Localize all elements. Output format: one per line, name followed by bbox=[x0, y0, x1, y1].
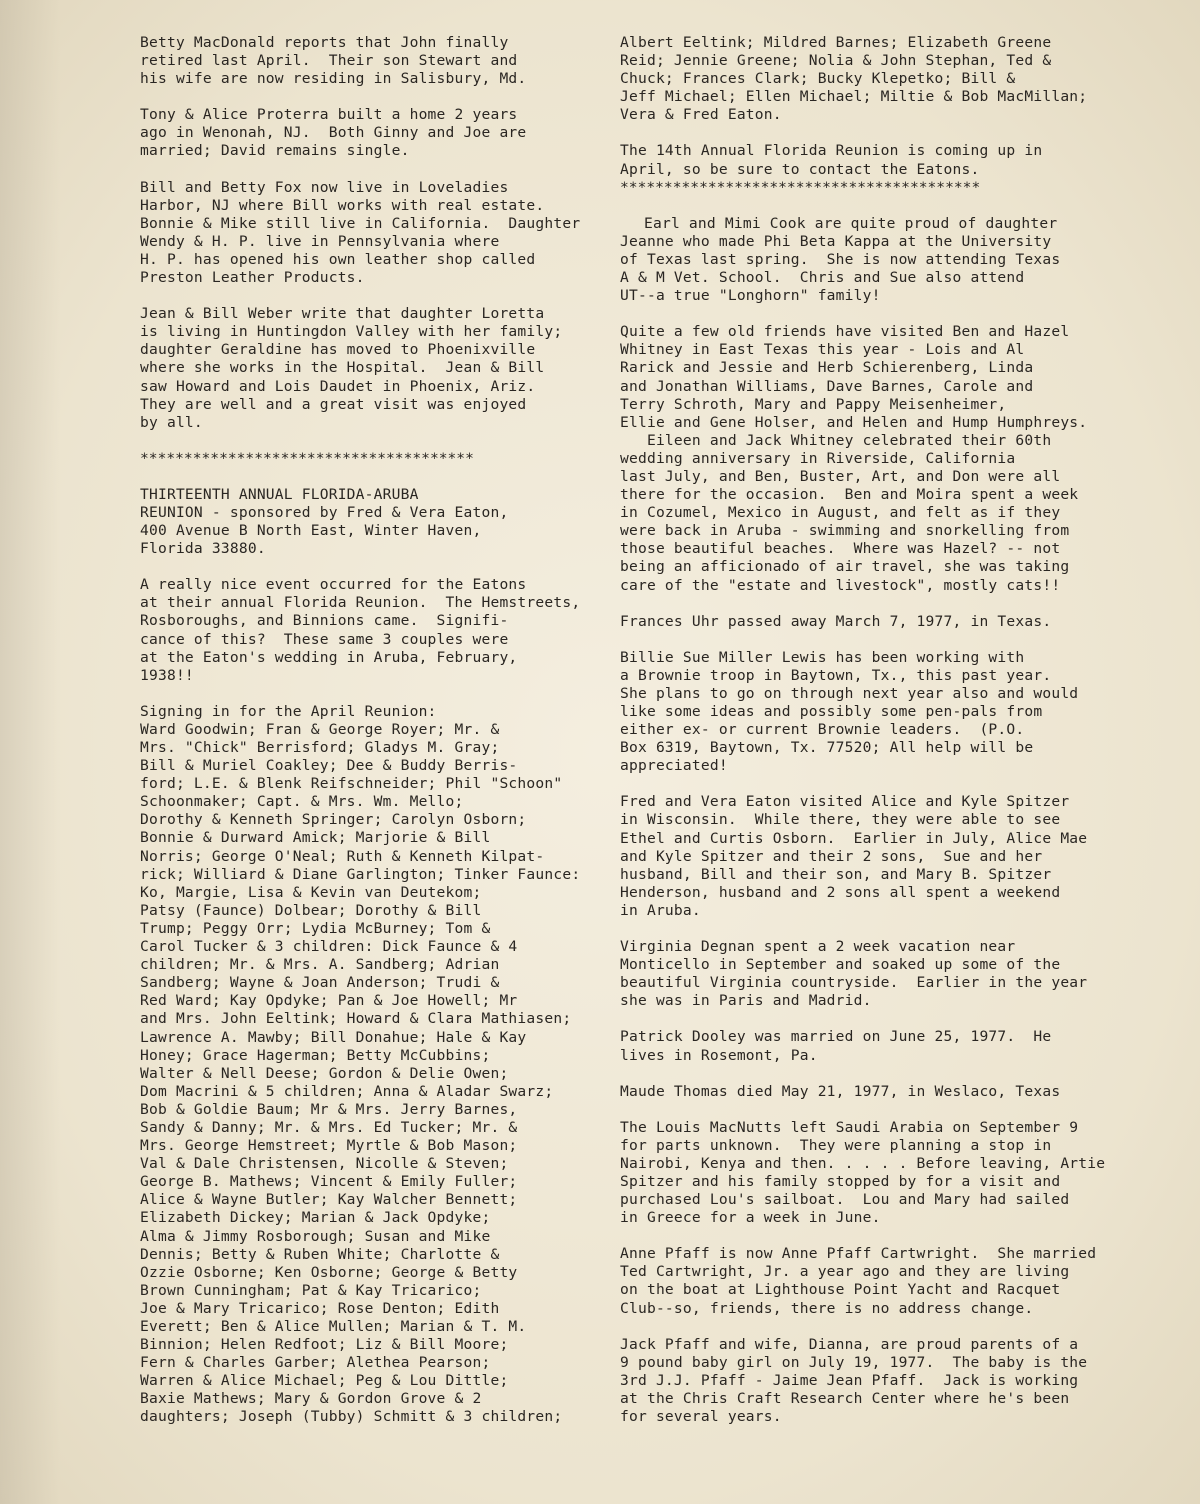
text-line: Red Ward; Kay Opdyke; Pan & Joe Howell; Mr bbox=[140, 992, 518, 1010]
text-line: daughters; Joseph (Tubby) Schmitt & 3 children; bbox=[140, 1408, 563, 1426]
text-line: A really nice event occurred for the Eatons bbox=[140, 576, 527, 594]
text-line: Bill & Muriel Coakley; Dee & Buddy Berris- bbox=[140, 757, 518, 775]
text-line: either ex- or current Brownie leaders. (P.O. bbox=[620, 721, 1025, 739]
text-line: like some ideas and possibly some pen-pals from bbox=[620, 703, 1043, 720]
text-line: Eileen and Jack Whitney celebrated their 60th bbox=[620, 431, 1052, 449]
text-line: April, so be sure to contact the Eatons. bbox=[620, 160, 980, 178]
text-line: Jeff Michael; Ellen Michael; Miltie & Bob MacMillan; bbox=[620, 88, 1088, 106]
text-line: They are well and a great visit was enjoyed bbox=[140, 395, 527, 413]
left-column bbox=[140, 34, 640, 1445]
text-line: 400 Avenue B North East, Winter Haven, bbox=[140, 522, 482, 540]
text-line: Anne Pfaff is now Anne Pfaff Cartwright. She married bbox=[620, 1245, 1097, 1263]
text-line: Albert Eeltink; Mildred Barnes; Elizabeth Greene bbox=[620, 34, 1052, 51]
text-line: Henderson, husband and 2 sons all spent a weekend bbox=[620, 883, 1061, 901]
text-line: Walter & Nell Deese; Gordon & Delie Owen; bbox=[140, 1064, 509, 1082]
text-line: Ward Goodwin; Fran & George Royer; Mr. & bbox=[140, 720, 500, 738]
paragraph-stars1 bbox=[140, 450, 640, 468]
text-line: married; David remains single. bbox=[140, 142, 410, 160]
text-line: there for the occasion. Ben and Moira spent a week bbox=[620, 486, 1079, 504]
text-line: at the Eaton's wedding in Aruba, February, bbox=[140, 648, 518, 666]
text-line: children; Mr. & Mrs. A. Sandberg; Adrian bbox=[140, 956, 500, 974]
text-line: Alice & Wayne Butler; Kay Walcher Bennett; bbox=[140, 1191, 518, 1209]
text-line: UT--a true "Longhorn" family! bbox=[620, 287, 881, 305]
right-column bbox=[620, 34, 1140, 1444]
text-line: by all. bbox=[140, 413, 203, 431]
text-line: Ozzie Osborne; Ken Osborne; George & Betty bbox=[140, 1263, 518, 1281]
text-line: The 14th Annual Florida Reunion is coming up in bbox=[620, 142, 1043, 160]
text-line: rick; Williard & Diane Garlington; Tinker Faunce: bbox=[140, 865, 581, 883]
paragraph-macnutt bbox=[620, 1119, 1140, 1228]
text-line: Jean & Bill Weber write that daughter Loretta bbox=[140, 305, 545, 323]
scan-edge-shadow bbox=[0, 0, 60, 1504]
text-line: appreciated! bbox=[620, 757, 728, 775]
text-line: a Brownie troop in Baytown, Tx., this past year. bbox=[620, 666, 1052, 684]
text-line: Ko, Margie, Lisa & Kevin van Deutekom; bbox=[140, 883, 482, 901]
text-line: ford; L.E. & Blenk Reifschneider; Phil "Schoon" bbox=[140, 775, 563, 793]
text-line: Vera & Fred Eaton. bbox=[620, 106, 782, 124]
paragraph-spitzer bbox=[620, 793, 1140, 920]
text-line: saw Howard and Lois Daudet in Phoenix, Ariz. bbox=[140, 377, 536, 395]
text-line: and Mrs. John Eeltink; Howard & Clara Mathiasen; bbox=[140, 1010, 572, 1028]
text-line: wedding anniversary in Riverside, California bbox=[620, 449, 1016, 467]
text-line: daughter Geraldine has moved to Phoenixville bbox=[140, 341, 536, 359]
text-line: Everett; Ben & Alice Mullen; Marian & T. M. bbox=[140, 1318, 527, 1335]
paragraph-signing-cont bbox=[620, 34, 1140, 124]
divider-stars: ************************************** bbox=[140, 449, 474, 467]
text-line: She plans to go on through next year also and would bbox=[620, 684, 1079, 702]
text-line: THIRTEENTH ANNUAL FLORIDA-ARUBA bbox=[140, 485, 419, 503]
text-line: H. P. has opened his own leather shop called bbox=[140, 250, 536, 268]
text-line: Sandberg; Wayne & Joan Anderson; Trudi & bbox=[140, 974, 500, 992]
paragraph-miller bbox=[620, 649, 1140, 776]
text-line: Frances Uhr passed away March 7, 1977, in Texas. bbox=[620, 612, 1052, 630]
text-line: Bonnie & Durward Amick; Marjorie & Bill bbox=[140, 829, 491, 847]
text-line: A & M Vet. School. Chris and Sue also attend bbox=[620, 269, 1025, 287]
text-line: Jeanne who made Phi Beta Kappa at the University bbox=[620, 232, 1052, 250]
text-line: The Louis MacNutts left Saudi Arabia on September 9 bbox=[620, 1118, 1079, 1136]
text-line: Elizabeth Dickey; Marian & Jack Opdyke; bbox=[140, 1209, 491, 1227]
text-line: care of the "estate and livestock", mostly cats!! bbox=[620, 576, 1061, 594]
text-line: 3rd J.J. Pfaff - Jaime Jean Pfaff. Jack is working bbox=[620, 1371, 1079, 1389]
text-line: Bill and Betty Fox now live in Loveladies bbox=[140, 178, 509, 196]
paragraph-proterra bbox=[140, 106, 640, 160]
text-line: Preston Leather Products. bbox=[140, 269, 365, 287]
text-line: is living in Huntingdon Valley with her family; bbox=[140, 323, 563, 341]
text-line: were back in Aruba - swimming and snorkelling from bbox=[620, 522, 1070, 540]
paragraph-cook bbox=[620, 215, 1140, 305]
text-line: Baxie Mathews; Mary & Gordon Grove & 2 bbox=[140, 1390, 482, 1408]
paragraph-thomas bbox=[620, 1083, 1140, 1101]
text-line: Alma & Jimmy Rosborough; Susan and Mike bbox=[140, 1227, 491, 1245]
text-line: purchased Lou's sailboat. Lou and Mary had sailed bbox=[620, 1191, 1070, 1209]
text-line: Carol Tucker & 3 children: Dick Faunce & 4 bbox=[140, 938, 518, 956]
text-line: Val & Dale Christensen, Nicolle & Steven; bbox=[140, 1155, 509, 1173]
text-line: Wendy & H. P. live in Pennsylvania where bbox=[140, 232, 500, 250]
text-line: Rosboroughs, and Binnions came. Signifi- bbox=[140, 612, 509, 630]
text-line: Ellie and Gene Holser, and Helen and Hump Humphreys. bbox=[620, 413, 1088, 431]
paragraph-macdonald bbox=[140, 34, 640, 88]
text-line: she was in Paris and Madrid. bbox=[620, 992, 872, 1010]
text-line: Whitney in East Texas this year - Lois and Al bbox=[620, 341, 1025, 359]
text-line: Virginia Degnan spent a 2 week vacation near bbox=[620, 938, 1016, 956]
text-line: Nairobi, Kenya and then. . . . . Before leaving, Artie bbox=[620, 1154, 1106, 1172]
text-line: Ethel and Curtis Osborn. Earlier in July, Alice Mae bbox=[620, 829, 1088, 847]
text-line: those beautiful beaches. Where was Hazel? -- not bbox=[620, 540, 1061, 558]
paragraph-whitney bbox=[620, 323, 1140, 594]
text-line: at the Chris Craft Research Center where he's been bbox=[620, 1389, 1070, 1407]
text-line: Patrick Dooley was married on June 25, 1977. He bbox=[620, 1028, 1052, 1046]
text-line: Harbor, NJ where Bill works with real estate. bbox=[140, 196, 545, 214]
paragraph-pfaff-anne bbox=[620, 1245, 1140, 1317]
text-line: Florida 33880. bbox=[140, 540, 266, 558]
text-line: Club--so, friends, there is no address change. bbox=[620, 1299, 1034, 1317]
text-line: Mrs. George Hemstreet; Myrtle & Bob Mason; bbox=[140, 1137, 518, 1155]
text-line: Betty MacDonald reports that John finally bbox=[140, 34, 509, 51]
text-line: Earl and Mimi Cook are quite proud of daughter bbox=[644, 214, 1058, 232]
text-line: Trump; Peggy Orr; Lydia McBurney; Tom & bbox=[140, 919, 491, 937]
text-line: Mrs. "Chick" Berrisford; Gladys M. Gray; bbox=[140, 739, 500, 756]
text-line: Fern & Charles Garber; Alethea Pearson; bbox=[140, 1354, 491, 1372]
paragraph-dooley bbox=[620, 1028, 1140, 1064]
text-line: Reid; Jennie Greene; Nolia & John Stephan, Ted & bbox=[620, 52, 1052, 70]
text-line: Billie Sue Miller Lewis has been working with bbox=[620, 648, 1025, 666]
text-line: REUNION - sponsored by Fred & Vera Eaton, bbox=[140, 503, 509, 521]
text-line: of Texas last spring. She is now attending Texas bbox=[620, 250, 1061, 268]
text-line: ago in Wenonah, NJ. Both Ginny and Joe are bbox=[140, 124, 527, 142]
paragraph-pfaff-jack bbox=[620, 1336, 1140, 1426]
text-line: in Wisconsin. While there, they were able to see bbox=[620, 811, 1061, 829]
text-line: Bob & Goldie Baum; Mr & Mrs. Jerry Barnes, bbox=[140, 1100, 518, 1118]
paragraph-fox bbox=[140, 179, 640, 288]
text-line: retired last April. Their son Stewart and bbox=[140, 52, 518, 70]
paragraph-reunion-heading bbox=[140, 486, 640, 558]
text-line: Brown Cunningham; Pat & Kay Tricarico; bbox=[140, 1281, 482, 1299]
text-line: Joe & Mary Tricarico; Rose Denton; Edith bbox=[140, 1299, 500, 1317]
text-line: Box 6319, Baytown, Tx. 77520; All help will be bbox=[620, 739, 1034, 757]
text-line: Terry Schroth, Mary and Pappy Meisenheimer, bbox=[620, 395, 1007, 413]
text-line: Binnion; Helen Redfoot; Liz & Bill Moore; bbox=[140, 1336, 509, 1354]
text-line: Dorothy & Kenneth Springer; Carolyn Osborn; bbox=[140, 811, 527, 829]
text-line: Warren & Alice Michael; Peg & Lou Dittle; bbox=[140, 1372, 509, 1390]
text-line: Maude Thomas died May 21, 1977, in Weslaco, Texas bbox=[620, 1082, 1061, 1100]
text-line: for parts unknown. They were planning a stop in bbox=[620, 1136, 1052, 1154]
paragraph-degnan bbox=[620, 938, 1140, 1010]
paragraph-fourteenth bbox=[620, 142, 1140, 196]
text-line: 9 pound baby girl on July 19, 1977. The baby is the bbox=[620, 1353, 1088, 1371]
text-line: and Jonathan Williams, Dave Barnes, Carole and bbox=[620, 377, 1034, 395]
text-line: Dennis; Betty & Ruben White; Charlotte & bbox=[140, 1245, 500, 1263]
text-line: Signing in for the April Reunion: bbox=[140, 702, 437, 720]
text-line: Ted Cartwright, Jr. a year ago and they are living bbox=[620, 1263, 1070, 1281]
text-line: Monticello in September and soaked up some of the bbox=[620, 956, 1061, 974]
text-line: last July, and Ben, Buster, Art, and Don were all bbox=[620, 467, 1061, 485]
text-line: Chuck; Frances Clark; Bucky Klepetko; Bill & bbox=[620, 70, 1016, 88]
text-line: at their annual Florida Reunion. The Hemstreets, bbox=[140, 594, 581, 612]
text-line: Lawrence A. Mawby; Bill Donahue; Hale & Kay bbox=[140, 1028, 527, 1046]
text-line: in Cozumel, Mexico in August, and felt as if they bbox=[620, 504, 1061, 522]
text-line: Tony & Alice Proterra built a home 2 years bbox=[140, 106, 518, 124]
text-line: Patsy (Faunce) Dolbear; Dorothy & Bill bbox=[140, 901, 482, 919]
text-line: Quite a few old friends have visited Ben and Hazel bbox=[620, 323, 1070, 341]
text-line: being an afficionado of air travel, she was taking bbox=[620, 558, 1070, 576]
text-line: where she works in the Hospital. Jean & Bill bbox=[140, 359, 545, 377]
text-line: his wife are now residing in Salisbury, Md. bbox=[140, 70, 527, 88]
text-line: husband, Bill and their son, and Mary B. Spitzer bbox=[620, 865, 1052, 883]
text-line: Fred and Vera Eaton visited Alice and Kyle Spitzer bbox=[620, 793, 1070, 811]
text-line: Bonnie & Mike still live in California. Daughter bbox=[140, 214, 581, 232]
text-line: Honey; Grace Hagerman; Betty McCubbins; bbox=[140, 1046, 491, 1064]
text-line: Sandy & Danny; Mr. & Mrs. Ed Tucker; Mr. & bbox=[140, 1118, 518, 1136]
text-line: Jack Pfaff and wife, Dianna, are proud parents of a bbox=[620, 1335, 1079, 1353]
text-line: on the boat at Lighthouse Point Yacht and Racquet bbox=[620, 1281, 1061, 1299]
paragraph-uhr bbox=[620, 613, 1140, 631]
text-line: beautiful Virginia countryside. Earlier in the year bbox=[620, 974, 1088, 992]
text-line: lives in Rosemont, Pa. bbox=[620, 1046, 818, 1064]
text-line: cance of this? These same 3 couples were bbox=[140, 630, 509, 648]
text-line: in Aruba. bbox=[620, 901, 701, 919]
text-line: Schoonmaker; Capt. & Mrs. Wm. Mello; bbox=[140, 793, 464, 811]
divider-stars: ***************************************** bbox=[620, 178, 981, 196]
text-line: in Greece for a week in June. bbox=[620, 1209, 881, 1227]
text-line: George B. Mathews; Vincent & Emily Fuller; bbox=[140, 1173, 518, 1191]
text-line: and Kyle Spitzer and their 2 sons, Sue and her bbox=[620, 847, 1043, 865]
paragraph-signing bbox=[140, 703, 640, 1427]
text-line: 1938!! bbox=[140, 666, 194, 684]
text-line: Rarick and Jessie and Herb Schierenberg, Linda bbox=[620, 359, 1034, 377]
paragraph-weber bbox=[140, 305, 640, 432]
text-line: Norris; George O'Neal; Ruth & Kenneth Kilpat- bbox=[140, 847, 545, 865]
text-line: Dom Macrini & 5 children; Anna & Aladar Swarz; bbox=[140, 1082, 554, 1100]
text-line: for several years. bbox=[620, 1408, 782, 1425]
paragraph-nice-event bbox=[140, 576, 640, 685]
text-line: Spitzer and his family stopped by for a visit and bbox=[620, 1172, 1061, 1190]
